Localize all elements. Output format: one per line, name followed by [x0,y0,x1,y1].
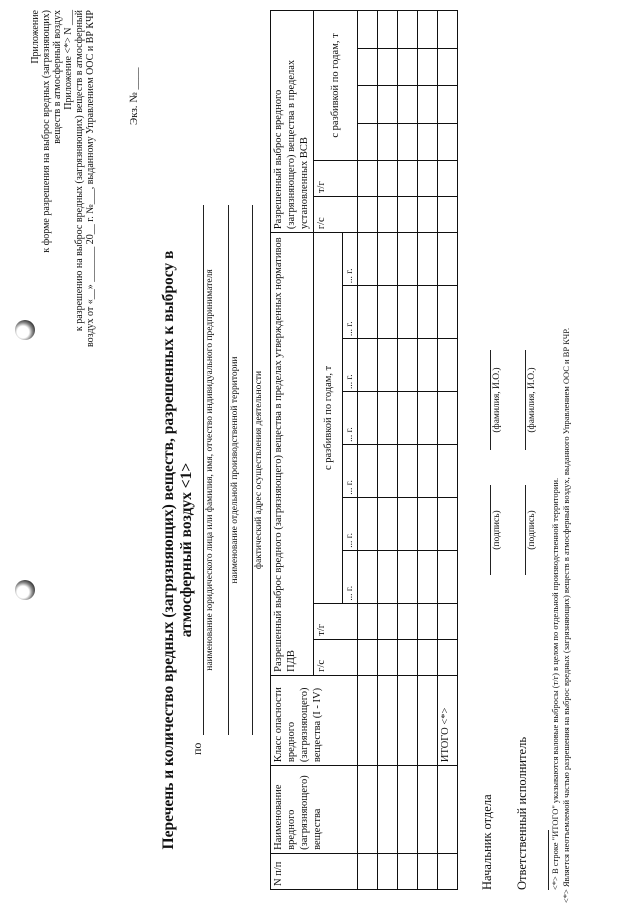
by-years-header: с разбивкой по годам, т [314,233,343,603]
po-label: по [190,742,204,755]
header-line: веществ в атмосферный воздух [52,10,63,144]
header-line: Приложение <*> N ___ [63,10,74,110]
header-line: воздух от «__» _______ 20__ г. №___, выданному Управлением ООС и ВР КЧР [85,10,96,347]
header-block [30,10,110,405]
territory-caption: наименование отдельной производственной территории [230,356,240,584]
executor-fio-line [525,350,526,450]
executor-label: Ответственный исполнитель [515,736,529,890]
col-name-header: Наименование вредного (загрязняющего) вещества [271,766,358,854]
executor-signature-line [525,485,526,575]
copy-number: Экз. № ____ [128,67,140,125]
emissions-table [270,10,458,890]
table-row [358,11,378,890]
col-class-header: Класс опасности вредного (загрязняющего) вещества (I - IV) [271,675,358,765]
year-label: ... г. [343,392,358,445]
gs-header-vsv: г/с [314,197,358,233]
head-signature-caption: (подпись) [492,510,502,550]
org-name-caption: наименование юридического лица или фамилия, имя, отчество индивидуального предпринимателя [205,269,215,671]
page-title: Перечень и количество вредных (загрязняющих) веществ, разрешенных к выбросу в атмосферный воздух <1> [160,250,195,850]
footnote-separator [548,830,549,890]
head-signature-line [490,485,491,575]
header-line: Приложение [30,10,41,64]
address-line [252,205,253,735]
head-fio-caption: (фамилия, И.О.) [492,367,502,433]
col-vsv-header: Разрешенный выброс вредного (загрязняющего) вещества в пределах установленных ВСВ [271,11,314,233]
footnote: <*> Является неотъемлемой частью разрешения на выброс вредных (загрязняющих) веществ в атмосферный воздух, выданного Управлением ООС и ВР КЧР. [561,327,571,903]
address-caption: фактический адрес осуществления деятельности [254,370,264,570]
table-row [378,11,398,890]
header-line: к разрешению на выброс вредных (загрязняющих) веществ в атмосферный [74,10,85,332]
year-label: ... г. [343,550,358,603]
year-label: ... г. [343,444,358,497]
territory-line [228,205,229,735]
col-pdv-header: Разрешенный выброс вредного (загрязняющего) вещества в пределах утвержденных нормативов ПДВ [271,233,314,676]
year-label: ... г. [343,497,358,550]
year-label: ... г. [343,286,358,339]
head-of-department-label: Начальник отдела [480,794,494,890]
tt-header-vsv: т/г [314,160,358,196]
head-fio-line [490,350,491,450]
year-label: ... г. [343,233,358,286]
executor-fio-caption: (фамилия, И.О.) [527,367,537,433]
executor-signature-caption: (подпись) [527,510,537,550]
table-row [418,11,438,890]
footnote: <*> В строке "ИТОГО" указываются валовые выбросы (т/г) в целом по отдельной производственной территории. [550,477,560,890]
year-label: ... г. [343,339,358,392]
org-name-line [203,205,204,735]
tt-header: т/г [314,603,358,639]
itogo-label: ИТОГО <*> [438,675,458,765]
gs-header: г/с [314,639,358,675]
by-years-vsv-header: с разбивкой по годам, т [314,11,358,161]
table-row [398,11,418,890]
table-header-row [271,11,314,890]
punch-hole [15,580,35,600]
header-line: к форме разрешения на выброс вредных (загрязняющих) [41,10,52,253]
col-n-header: N п/п [271,853,358,889]
itogo-row [438,11,458,890]
